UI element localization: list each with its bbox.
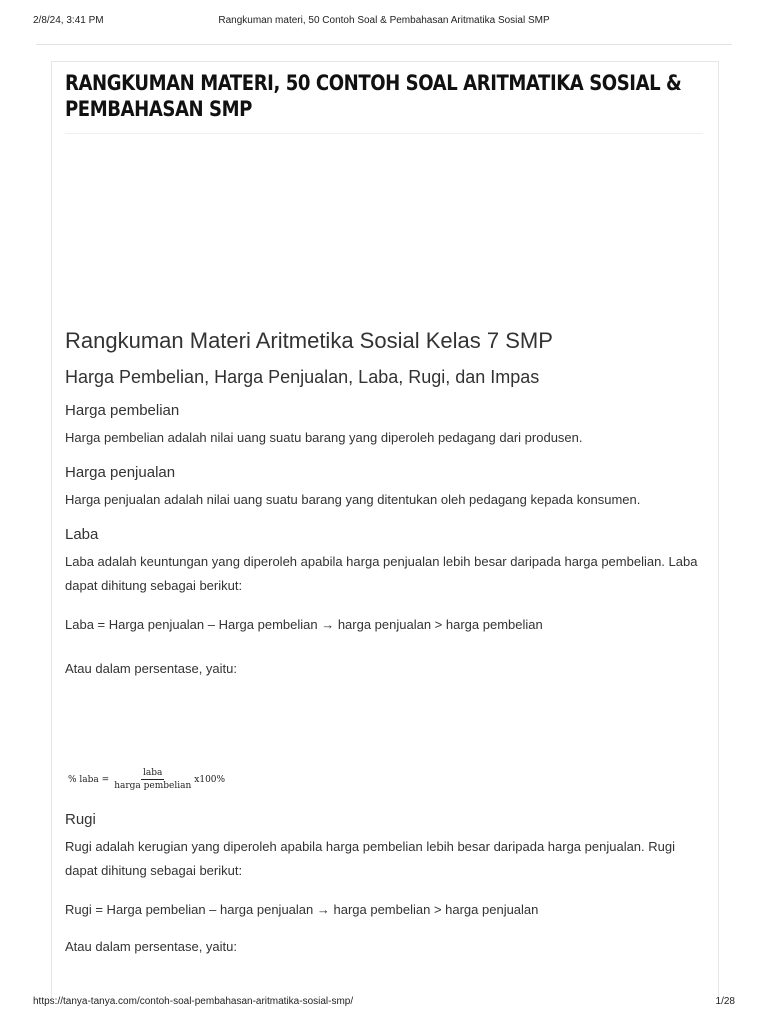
- print-datetime: 2/8/24, 3:41 PM: [33, 15, 104, 26]
- formula-denominator: harga pembelian: [114, 781, 192, 791]
- section-text-rugi: Rugi adalah kerugian yang diperoleh apabila harga pembelian lebih besar daripada harga penjualan. Rugi dapat dihitung sebagai berikut:: [65, 839, 675, 878]
- section-text-harga-pembelian: Harga pembelian adalah nilai uang suatu barang yang diperoleh pedagang dari produsen.: [65, 430, 583, 445]
- formula-rhs: x100%: [194, 774, 226, 785]
- percent-intro-laba: Atau dalam persentase, yaitu:: [65, 661, 237, 676]
- percent-intro-rugi: Atau dalam persentase, yaitu:: [65, 939, 237, 954]
- post-title: RANGKUMAN MATERI, 50 CONTOH SOAL ARITMATIKA SOSIAL & PEMBAHASAN SMP: [65, 71, 682, 121]
- print-doc-title: Rangkuman materi, 50 Contoh Soal & Pembahasan Aritmatika Sosial SMP: [218, 15, 550, 26]
- print-url: https://tanya-tanya.com/contoh-soal-pembahasan-aritmatika-sosial-smp/: [33, 996, 354, 1007]
- print-page-number: 1/28: [715, 996, 735, 1007]
- section-text-harga-penjualan: Harga penjualan adalah nilai uang suatu barang yang ditentukan oleh pedagang kepada konsumen.: [65, 492, 641, 507]
- formula-numerator: laba: [143, 768, 163, 778]
- section-text-laba: Laba adalah keuntungan yang diperoleh apabila harga penjualan lebih besar daripada harga pembelian. Laba dapat dihitung sebagai berikut:: [65, 554, 698, 593]
- print-footer: [0, 996, 768, 1010]
- formula-rugi: Rugi = Harga pembelian – harga penjualan → harga pembelian > harga penjualan: [65, 902, 539, 917]
- print-header: [0, 15, 768, 29]
- section-heading-harga-penjualan: Harga penjualan: [65, 464, 176, 481]
- header-divider: [36, 44, 732, 45]
- formula-laba: Laba = Harga penjualan – Harga pembelian → harga penjualan > harga pembelian: [65, 617, 543, 632]
- title-divider: [65, 133, 703, 134]
- content-heading-sub: Harga Pembelian, Harga Penjualan, Laba, Rugi, dan Impas: [65, 367, 540, 387]
- percent-laba-formula: [68, 768, 225, 791]
- content-heading-main: Rangkuman Materi Aritmetika Sosial Kelas 7 SMP: [65, 328, 553, 353]
- formula-lhs: % laba =: [68, 774, 110, 785]
- section-heading-rugi: Rugi: [65, 811, 96, 828]
- section-heading-harga-pembelian: Harga pembelian: [65, 402, 180, 419]
- formula-fraction: [112, 768, 193, 791]
- section-heading-laba: Laba: [65, 526, 99, 543]
